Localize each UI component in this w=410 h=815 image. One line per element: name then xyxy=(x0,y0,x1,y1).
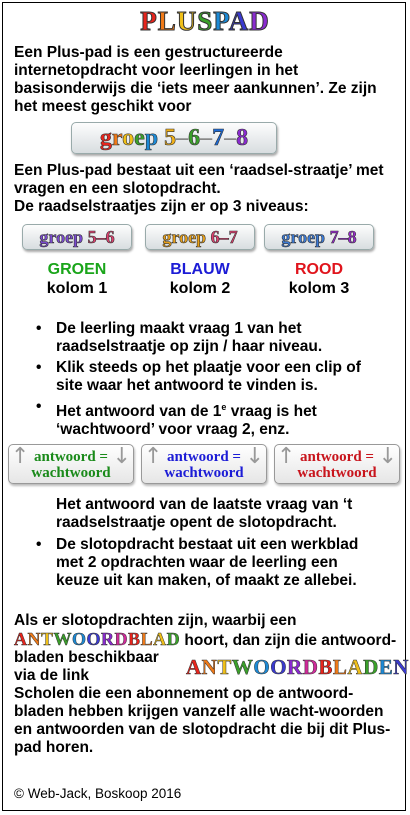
outro-line5: Scholen die een abonnement op de antwoord-bladen hebben krijgen vanzelf alle wacht-woorden en antwoorden van de slotopdracht die bij dit Plus-pad horen. xyxy=(14,685,391,756)
groep-5-6-badge: groep 5–6 xyxy=(22,224,132,250)
antwoordbladen-link[interactable]: ANTWOORDBLADEN xyxy=(186,655,409,679)
up-arrow-icon: ↑ xyxy=(144,444,163,469)
outro-line1: Als er slotopdrachten zijn, waarbij een xyxy=(14,612,297,629)
up-arrow-icon: ↑ xyxy=(11,444,30,469)
level-color-name: GROEN xyxy=(47,261,107,278)
level-color-name: BLAUW xyxy=(170,261,230,278)
level-rood xyxy=(264,260,374,298)
intro-text: Een Plus-pad is een gestructureerde internetopdracht voor leerlingen in het basisonderwijs die ‘iets meer aankunnen’. Ze zijn het meest geschikt voor xyxy=(14,44,377,115)
antwoord-wachtwoord-box-green: ↑ antwoord = wachtwoord ↓ xyxy=(8,444,134,484)
structure-text: Een Plus-pad bestaat uit een ‘raadsel-straatje’ met vragen en een slotopdracht. De raadselstraatjes zijn er op 3 niveaus: xyxy=(14,162,384,215)
down-arrow-icon: ↓ xyxy=(112,444,131,469)
instructions-list xyxy=(30,320,370,442)
down-arrow-icon: ↓ xyxy=(378,444,397,469)
level-column: kolom 2 xyxy=(169,280,231,297)
up-arrow-icon: ↑ xyxy=(277,444,296,469)
groep-7-8-badge: groep 7–8 xyxy=(264,224,374,250)
antwoord-wachtwoord-box-red: ↑ antwoord = wachtwoord ↓ xyxy=(274,444,400,484)
last-question-text: Het antwoord van de laatste vraag van ‘t raadselstraatje opent de slotopdracht. xyxy=(56,496,353,531)
groep-6-7-badge: groep 6–7 xyxy=(145,224,255,250)
groep-5-8-badge: groep 5–6–7–8 xyxy=(71,122,277,154)
list-item: • Klik steeds op het plaatje voor een clip of site waar het antwoord te vinden is. xyxy=(36,359,361,394)
list-item: • Het antwoord van de 1e vraag is het ‘wachtwoord’ voor vraag 2, enz. xyxy=(36,398,317,439)
down-arrow-icon: ↓ xyxy=(245,444,264,469)
level-color-name: ROOD xyxy=(295,261,343,278)
antwoord-wachtwoord-box-blue: ↑ antwoord = wachtwoord ↓ xyxy=(141,444,267,484)
outro-line4: via de link xyxy=(14,667,89,684)
level-column: kolom 3 xyxy=(288,280,350,297)
page-title: PLUSPAD xyxy=(140,6,270,36)
list-item: • De leerling maakt vraag 1 van het raadselstraatje op zijn / haar niveau. xyxy=(36,320,323,355)
footer-credit: © Web-Jack, Boskoop 2016 xyxy=(14,786,182,801)
list-item: • De slotopdracht bestaat uit een werkblad met 2 opdrachten waar de leerling een keuze uit kan maken, of maakt ze allebei. xyxy=(36,536,359,589)
outro-line3: bladen beschikbaar xyxy=(14,649,159,666)
level-blauw xyxy=(145,260,255,298)
antwoordblad-word: ANTWOORDBLAD xyxy=(14,629,181,649)
level-column: kolom 1 xyxy=(46,280,108,297)
groep-word: groep xyxy=(99,125,159,151)
slotopdracht-list xyxy=(30,536,370,593)
level-groen xyxy=(22,260,132,298)
outro-line2: ANTWOORDBLAD hoort, dan zijn die antwoord- xyxy=(14,629,397,649)
